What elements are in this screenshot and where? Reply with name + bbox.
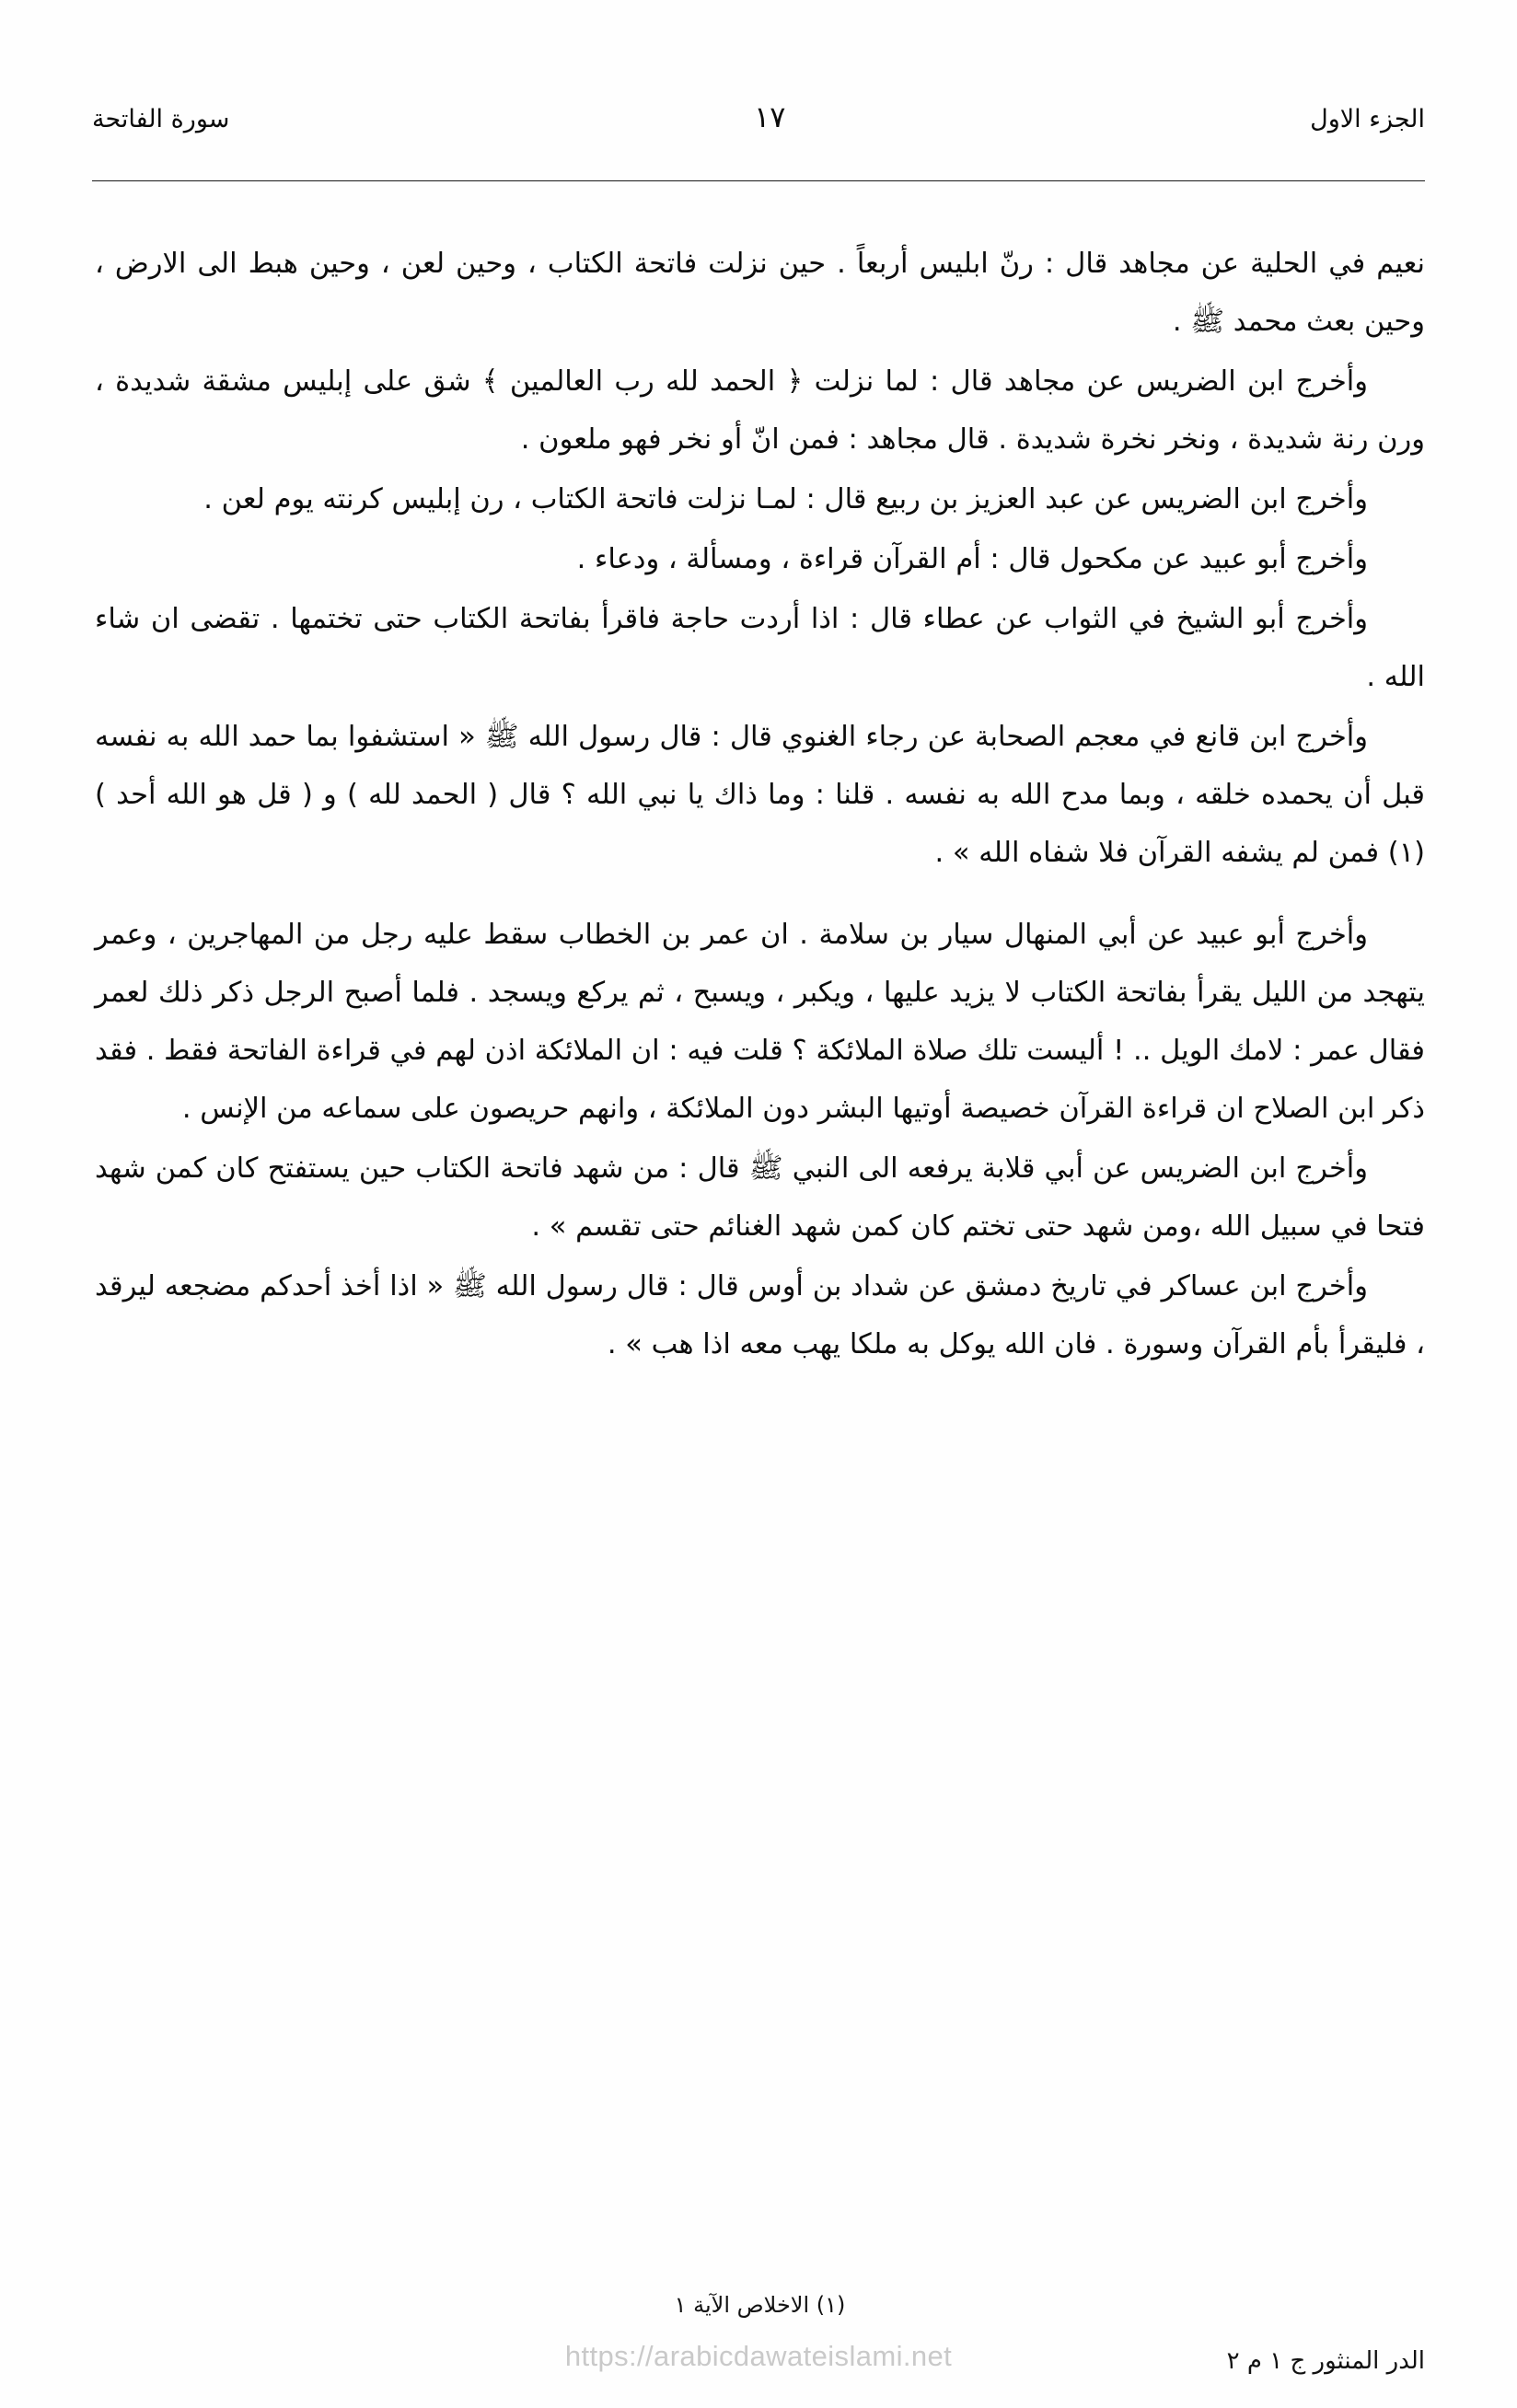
paragraph: وأخرج ابن قانع في معجم الصحابة عن رجاء الغنوي قال : قال رسول الله ﷺ « استشفوا بما حمد الله به نفسه قبل أن يحمده خلقه ، وبما مدح الله به نفسه . قلنا : وما ذاك يا نبي الله ؟ قال ( الحمد لله ) و ( قل هو الله أحد ) (١) فمن لم يشفه القرآن فلا شفاه الله » . <box>95 721 1425 869</box>
header-right-title: سورة الفاتحة <box>92 105 230 133</box>
paragraph: نعيم في الحلية عن مجاهد قال : رنّ ابليس أربعاً . حين نزلت فاتحة الكتاب ، وحين لعن ، وحين هبط الى الارض ، وحين بعث محمد ﷺ . <box>95 248 1425 338</box>
page-number: ١٧ <box>754 99 786 134</box>
body-text-column <box>95 235 1425 1375</box>
paragraph: وأخرج أبو الشيخ في الثواب عن عطاء قال : اذا أردت حاجة فاقرأ بفاتحة الكتاب حتى تختمها . تقضى ان شاء الله . <box>95 603 1425 693</box>
header-divider <box>92 180 1425 181</box>
paragraph: وأخرج أبو عبيد عن أبي المنهال سيار بن سلامة . ان عمر بن الخطاب سقط عليه رجل من المهاجرين ، وعمر يتهجد من الليل يقرأ بفاتحة الكتاب لا يزيد عليها ، ويكبر ، ويسبح ، ثم يركع ويسجد . فلما أصبح الرجل ذكر ذلك لعمر فقال عمر : لامك الويل .. ! أليست تلك صلاة الملائكة ؟ قلت فيه : ان الملائكة اذن لهم في قراءة الفاتحة فقط . فقد ذكر ابن الصلاح ان قراءة القرآن خصيصة أوتيها البشر دون الملائكة ، وانهم حريصون على سماعه من الإنس . <box>95 919 1425 1125</box>
header-left-title: الجزء الاول <box>1310 105 1425 133</box>
footnote: (١) الاخلاص الآية ١ <box>674 2292 846 2318</box>
footer-book-reference: الدر المنثور ج ١ م ٢ <box>1226 2347 1425 2375</box>
paragraph: وأخرج ابن الضريس عن أبي قلابة يرفعه الى النبي ﷺ قال : من شهد فاتحة الكتاب حين يستفتح كان كمن شهد فتحا في سبيل الله ،ومن شهد حتى تختم كان كمن شهد الغنائم حتى تقسم » . <box>95 1152 1425 1243</box>
page-header <box>92 99 1425 134</box>
paragraph: وأخرج ابن عساكر في تاريخ دمشق عن شداد بن أوس قال : قال رسول الله ﷺ « اذا أخذ أحدكم مضجعه ليرقد ، فليقرأ بأم القرآن وسورة . فان الله يوكل به ملكا يهب معه اذا هب » . <box>95 1270 1425 1360</box>
paragraph: وأخرج أبو عبيد عن مكحول قال : أم القرآن قراءة ، ومسألة ، ودعاء . <box>576 543 1368 575</box>
paragraph: وأخرج ابن الضريس عن مجاهد قال : لما نزلت ﴿ الحمد لله رب العالمين ﴾ شق على إبليس مشقة شديدة ، ورن رنة شديدة ، ونخر نخرة شديدة . قال مجاهد : فمن انّ أو نخر فهو ملعون . <box>95 365 1425 456</box>
paragraph: وأخرج ابن الضريس عن عبد العزيز بن ربيع قال : لمـا نزلت فاتحة الكتاب ، رن إبليس كرنته يوم لعن . <box>203 483 1368 515</box>
watermark-url: https://arabicdawateislami.net <box>564 2340 953 2372</box>
page-footer <box>95 2347 1425 2375</box>
